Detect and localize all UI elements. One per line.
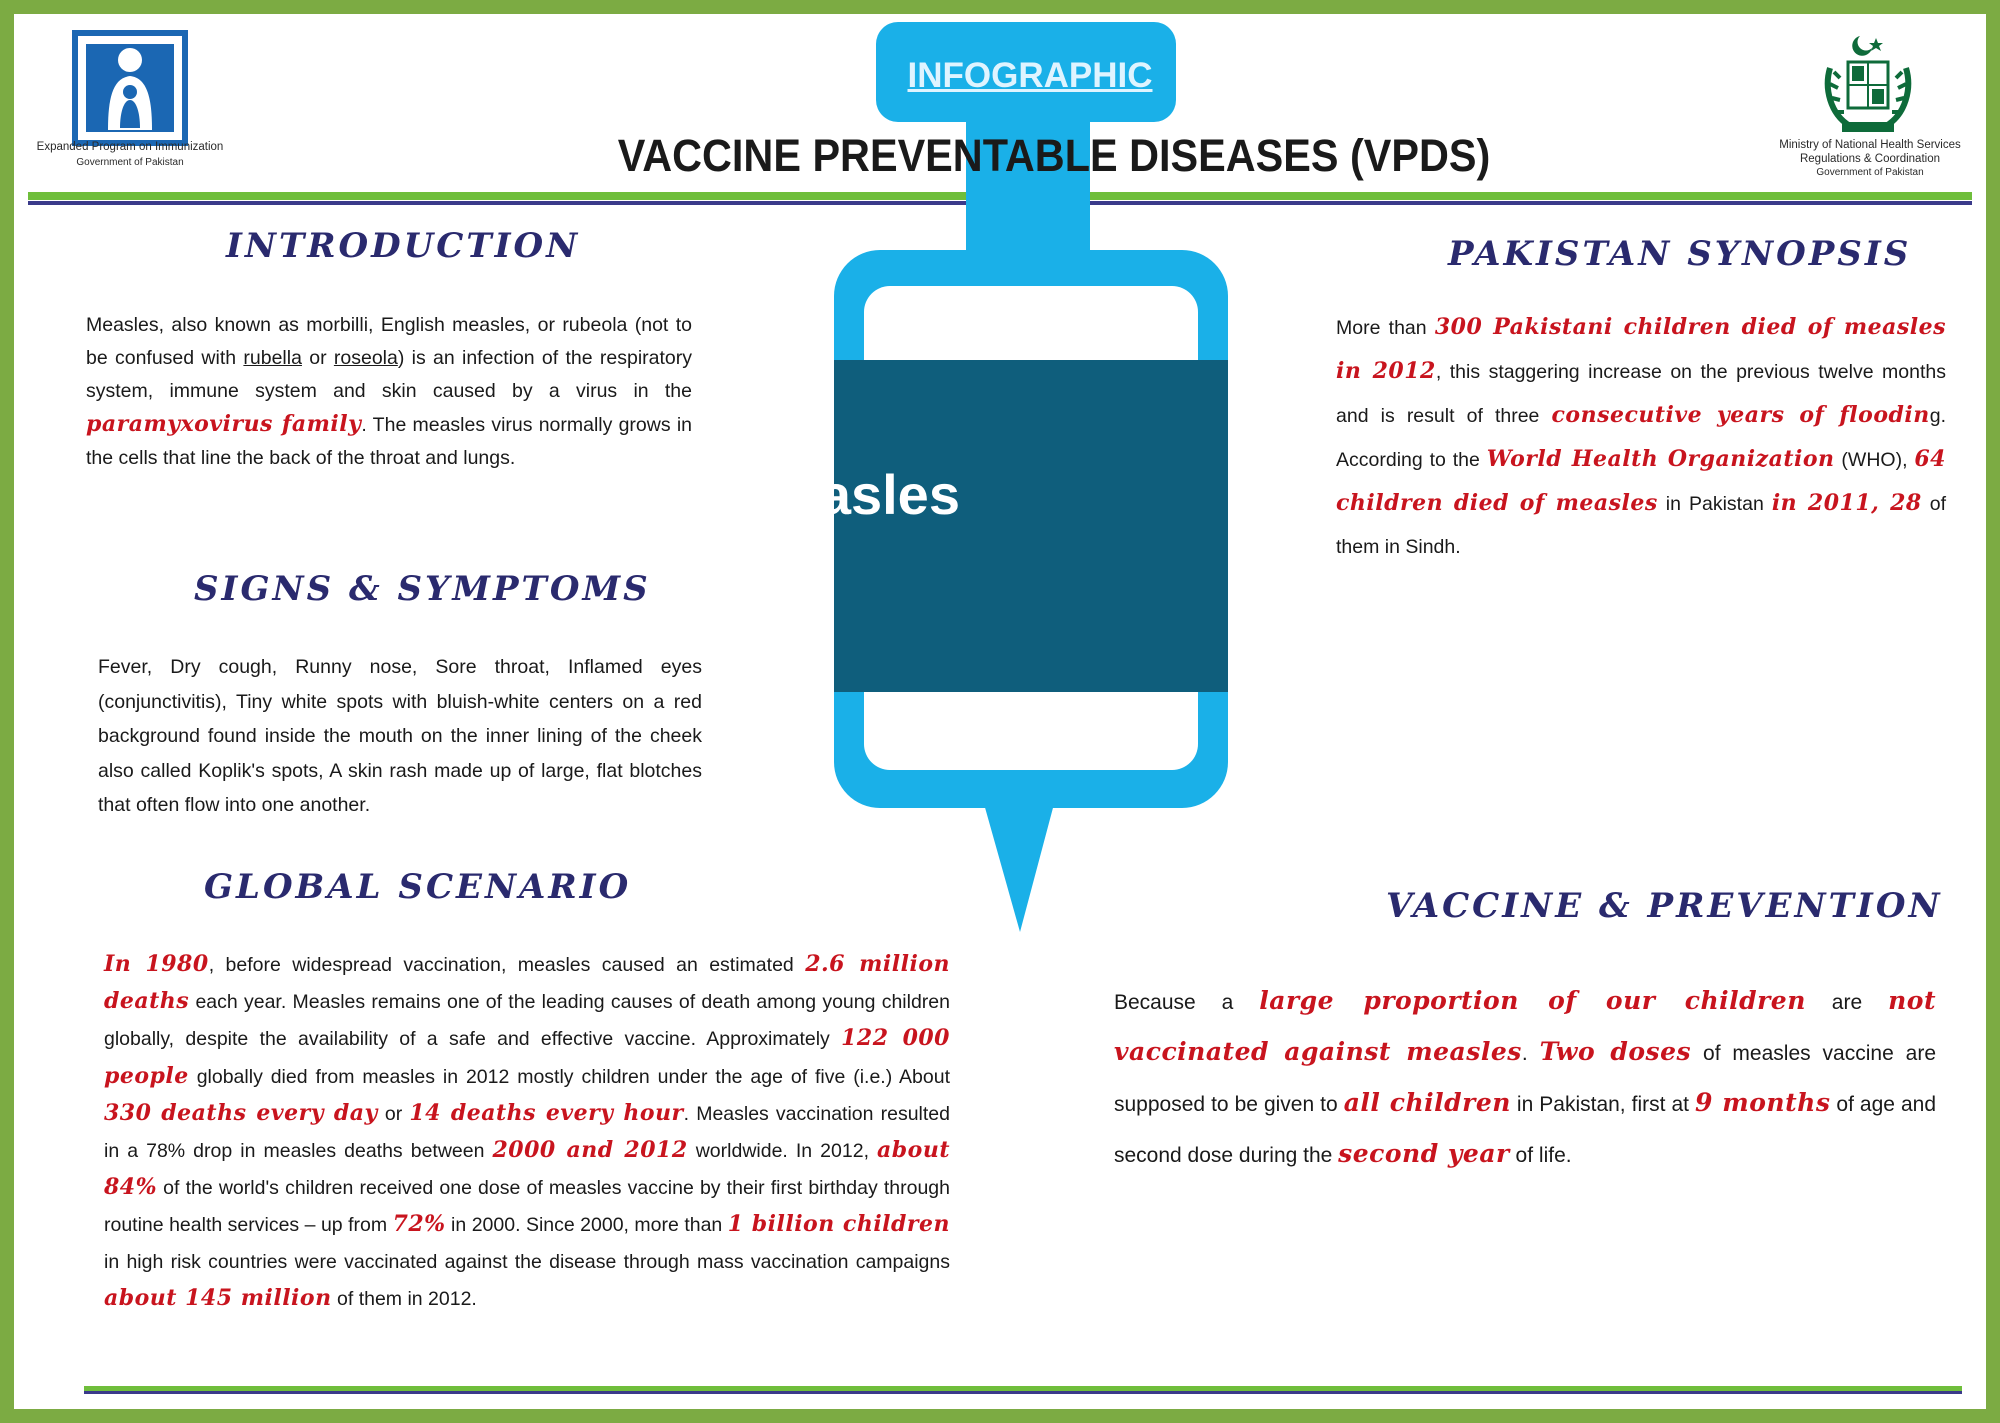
global-text-part: of the world's children received one dose of measles vaccine by their first birthday through routine health services – up from: [104, 1177, 950, 1237]
highlight-text: 14 deaths every hour: [409, 1099, 684, 1126]
highlight-text: 300 Pakistani children died of measles in 2012: [1336, 314, 1947, 384]
infographic-page: [14, 14, 1986, 1409]
signs-text: Fever, Dry cough, Runny nose, Sore throat, Inflamed eyes (conjunctivitis), Tiny white spots with bluish-white centers on a red background found inside the mouth on the inner lining of the cheek also called Koplik's spots, A skin rash made up of large, flat blotches that often flow into one another.: [98, 656, 702, 816]
vaccine-text-part: of measles vaccine are supposed to be given to: [1114, 1042, 1937, 1116]
intro-text-part: Measles, also known as morbilli, English measles, or rubeola (not to be confused with: [86, 314, 692, 369]
vaccine-text-part: .: [1521, 1042, 1540, 1065]
highlight-text: in 2011, 28: [1771, 490, 1922, 516]
global-text-part: each year. Measles remains one of the leading causes of death among young children globally, despite the availability of a safe and effective vaccine. Approximately: [104, 991, 950, 1051]
pakistan-text-part: (WHO),: [1834, 449, 1915, 471]
global-text-part: worldwide. In 2012,: [687, 1140, 878, 1163]
highlight-text: 72%: [392, 1211, 446, 1238]
pakistan-text-part: in Pakistan: [1657, 493, 1772, 515]
epi-caption-line2: Government of Pakistan: [76, 157, 184, 168]
ministry-logo-caption: [1754, 138, 1986, 180]
highlight-text: 122 000 people: [104, 1025, 950, 1089]
ministry-caption-line3: Government of Pakistan: [1816, 167, 1924, 178]
global-text-part: in high risk countries were vaccinated against the disease through mass vaccination campaigns: [104, 1250, 950, 1273]
highlight-text: Two doses: [1539, 1037, 1692, 1066]
highlight-text: second year: [1338, 1139, 1510, 1168]
intro-text-part: or: [301, 347, 334, 369]
global-text: [104, 946, 950, 1317]
highlight-text: World Health Organization: [1486, 446, 1835, 472]
highlight-text: about 145 million: [104, 1284, 332, 1311]
highlight-text: 2000 and 2012: [492, 1137, 688, 1164]
highlight-text: In 1980: [104, 951, 209, 977]
highlight-text: 9 months: [1695, 1088, 1831, 1117]
global-text-part: of them in 2012.: [331, 1287, 477, 1310]
roseola-link[interactable]: roseola: [333, 347, 398, 369]
highlight-text: 64 children died of measles: [1336, 446, 1946, 516]
page-title: VACCINE PREVENTABLE DISEASES (VPDS): [617, 130, 1491, 181]
vaccine-text-part: are: [1805, 991, 1889, 1014]
highlight-text: not vaccinated against measles: [1114, 986, 1936, 1066]
signs-heading: SIGNS & SYMPTOMS: [194, 569, 651, 609]
pakistan-text-part: , this staggering increase on the previous twelve months and is result of three: [1336, 361, 1946, 427]
global-text-part: . Measles vaccination resulted in a 78% drop in measles deaths between: [104, 1102, 950, 1163]
introduction-text: [86, 309, 692, 475]
intro-text-part: ) is an infection of the respiratory system, immune system and skin caused by a virus in the: [86, 347, 693, 402]
vaccine-text-part: in Pakistan, first at: [1510, 1093, 1696, 1116]
ministry-caption-line1: Ministry of National Health Services: [1779, 139, 1961, 151]
vaccine-text-part: of age and second dose during the: [1114, 1093, 1936, 1167]
pakistan-text-part: of them in Sindh.: [1336, 493, 1946, 558]
global-text-part: globally died from measles in 2012 mostly children under the age of five (i.e.) About: [188, 1065, 950, 1088]
pakistan-text: [1336, 306, 1946, 569]
highlight-text: all children: [1343, 1088, 1511, 1117]
ministry-caption-line2: Regulations & Coordination: [1799, 153, 1940, 165]
global-text-part: or: [377, 1102, 410, 1125]
vaccine-text-part: of life.: [1509, 1144, 1572, 1167]
epi-caption-line1: Expanded Program on Immunization: [36, 141, 224, 153]
highlight-text: large proportion of our children: [1259, 986, 1806, 1015]
pakistan-text-part: g. According to the: [1336, 405, 1946, 471]
vaccine-heading: VACCINE & PREVENTION: [1386, 886, 1943, 926]
pakistan-state-emblem-icon: [1820, 28, 1916, 138]
highlight-text: consecutive years of floodin: [1551, 402, 1930, 428]
highlight-text: about 84%: [104, 1137, 950, 1201]
pakistan-heading: PAKISTAN SYNOPSIS: [1448, 234, 1912, 274]
highlight-text: 330 deaths every day: [104, 1099, 378, 1126]
footer-divider-blue: [84, 1391, 1962, 1394]
vaccine-text: [1114, 976, 1936, 1180]
highlight-text: paramyxovirus family: [86, 411, 362, 437]
highlight-text: 1 billion children: [727, 1211, 950, 1238]
global-text-part: , before widespread vaccination, measles caused an estimated: [208, 954, 806, 976]
highlight-text: 2.6 million deaths: [104, 951, 950, 1015]
global-text-part: in 2000. Since 2000, more than: [445, 1214, 728, 1237]
introduction-heading: INTRODUCTION: [226, 226, 581, 266]
infographic-label: INFOGRAPHIC: [907, 56, 1153, 95]
epi-logo-caption: [14, 140, 246, 170]
pakistan-text-part: More than: [1336, 317, 1435, 339]
intro-text-part: . The measles virus normally grows in the cells that line the back of the throat and lungs.: [86, 414, 692, 469]
rubella-link[interactable]: rubella: [243, 347, 302, 369]
syringe-disease-label: Measles: [742, 463, 960, 526]
global-heading: GLOBAL SCENARIO: [204, 867, 632, 907]
epi-mother-child-logo-icon: [72, 30, 188, 146]
vaccine-text-part: Because a: [1114, 991, 1260, 1014]
